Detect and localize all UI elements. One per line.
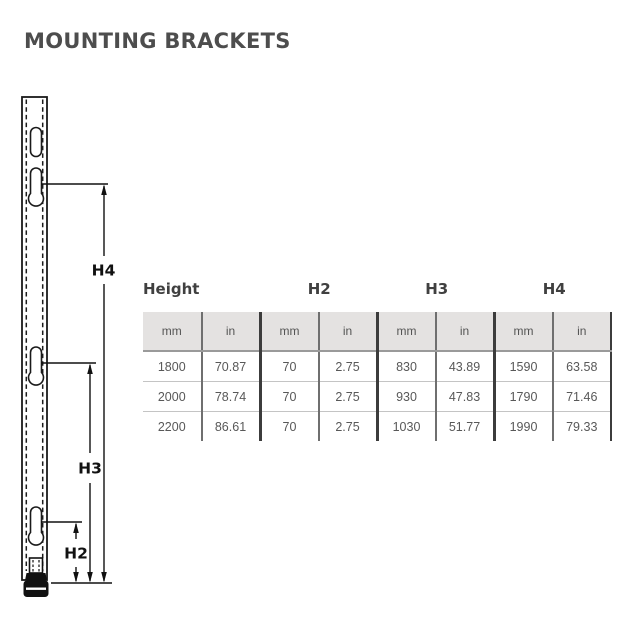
cell-h3-mm: 930 (377, 382, 436, 412)
cell-height-in: 70.87 (202, 351, 261, 382)
bracket-diagram (0, 0, 140, 643)
unit-header-h2-in: in (319, 312, 378, 351)
unit-header-row (143, 312, 611, 351)
foot-pad-slit (26, 588, 46, 590)
unit-header-h3-in: in (436, 312, 495, 351)
foot-bolt (30, 558, 43, 573)
cell-h4-in: 79.33 (553, 412, 612, 442)
group-header-h3: H3 (425, 280, 449, 298)
dimension-label-h4: H4 (91, 261, 116, 280)
cell-height-in: 86.61 (202, 412, 261, 442)
group-header-h2: H2 (307, 280, 331, 298)
cell-h4-in: 71.46 (553, 382, 612, 412)
group-header-h4: H4 (542, 280, 566, 298)
dimension-table (143, 312, 612, 441)
cell-h4-mm: 1590 (494, 351, 553, 382)
unit-header-h4-mm: mm (494, 312, 553, 351)
unit-header-h3-mm: mm (377, 312, 436, 351)
dimension-label-h3: H3 (78, 459, 102, 478)
cell-h4-mm: 1790 (494, 382, 553, 412)
cell-h2-in: 2.75 (319, 412, 378, 442)
dimension-label-h2: H2 (64, 544, 88, 563)
arrowhead-h2-up (73, 523, 79, 534)
table-row (143, 351, 611, 382)
arrowhead-h3-down (87, 572, 93, 583)
cell-height-mm: 2000 (143, 382, 202, 412)
arrowhead-h4-up (101, 185, 107, 196)
table-row (143, 412, 611, 442)
table-row (143, 382, 611, 412)
foot-collar (25, 573, 47, 581)
cell-h2-mm: 70 (260, 351, 319, 382)
cell-h2-in: 2.75 (319, 351, 378, 382)
bracket-keyhole-slot-bottom (29, 507, 44, 545)
cell-h3-in: 47.83 (436, 382, 495, 412)
cell-h3-mm: 830 (377, 351, 436, 382)
bracket-keyhole-slot-middle (29, 347, 44, 385)
unit-header-height-in: in (202, 312, 261, 351)
table-group-header-row (143, 280, 613, 298)
cell-h3-in: 51.77 (436, 412, 495, 442)
bracket-slot (31, 128, 42, 157)
page-title: MOUNTING BRACKETS (24, 29, 291, 53)
unit-header-h4-in: in (553, 312, 612, 351)
cell-h2-mm: 70 (260, 382, 319, 412)
group-header-height: Height (143, 280, 200, 298)
spec-table (143, 280, 613, 441)
arrowhead-h2-down (73, 572, 79, 583)
cell-h4-in: 63.58 (553, 351, 612, 382)
arrowhead-h3-up (87, 364, 93, 375)
cell-h3-mm: 1030 (377, 412, 436, 442)
unit-header-height-mm: mm (143, 312, 202, 351)
cell-height-in: 78.74 (202, 382, 261, 412)
bracket-keyhole-slot-top (29, 168, 44, 206)
cell-height-mm: 1800 (143, 351, 202, 382)
cell-h2-mm: 70 (260, 412, 319, 442)
cell-h3-in: 43.89 (436, 351, 495, 382)
cell-h4-mm: 1990 (494, 412, 553, 442)
unit-header-h2-mm: mm (260, 312, 319, 351)
arrowhead-h4-down (101, 572, 107, 583)
cell-h2-in: 2.75 (319, 382, 378, 412)
cell-height-mm: 2200 (157, 419, 186, 434)
